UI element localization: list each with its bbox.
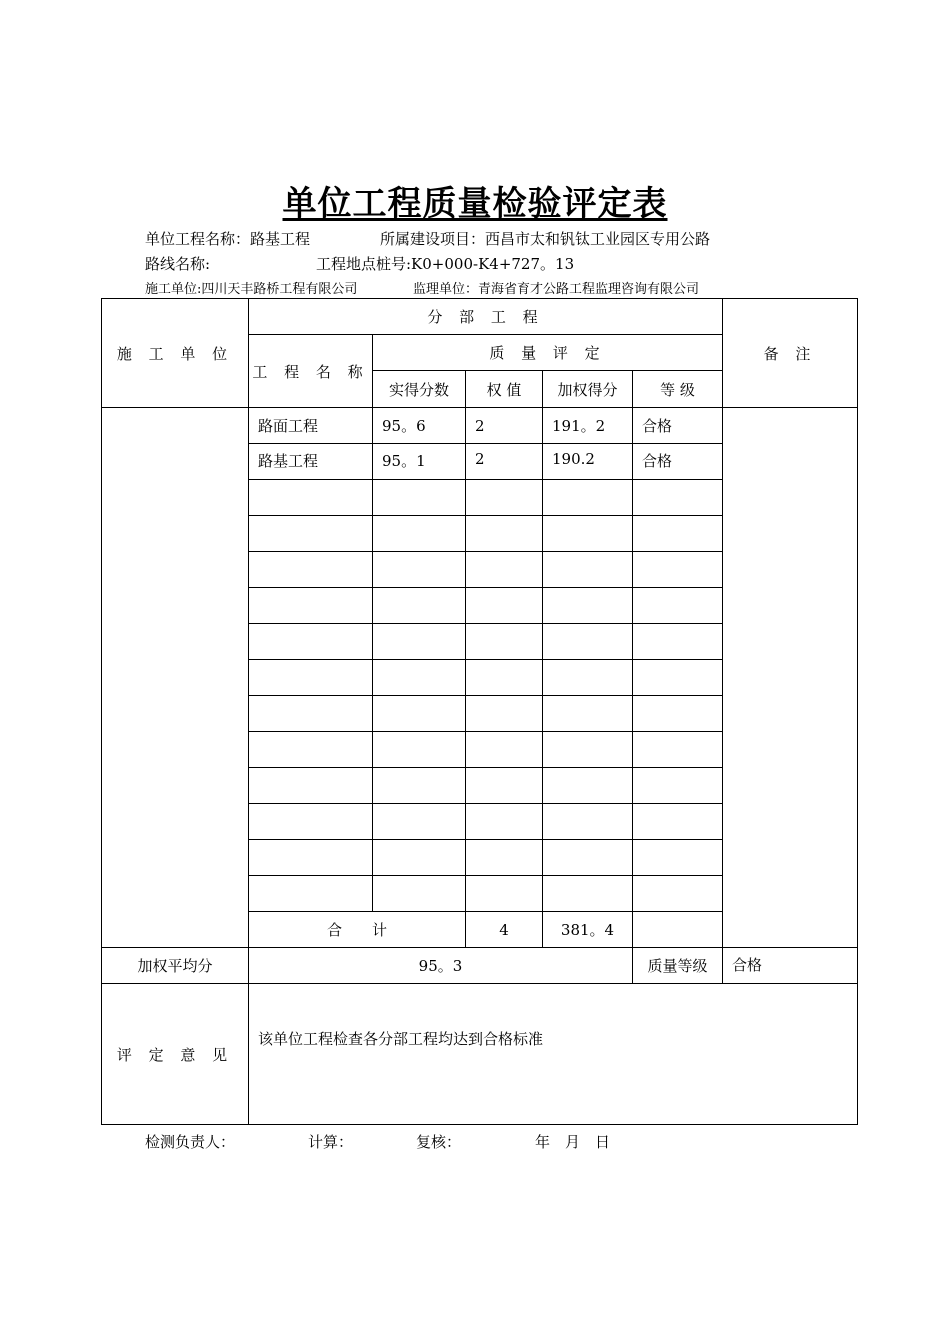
route-name: 路线名称: [145,255,211,273]
inspector-label: 检测负责人： [145,1133,236,1151]
row-score: 95。6 [373,408,466,444]
total-grade-cell [633,912,723,948]
construction-item: 所属建设项目：西昌市太和钒钛工业园区专用公路 [380,230,711,248]
row-grade: 合格 [633,444,723,480]
row-name: 路基工程 [249,444,373,480]
weight-header: 权 值 [466,371,543,408]
row-score: 95。1 [373,444,466,480]
row-name: 路面工程 [249,408,373,444]
quality-grade-value: 合格 [723,948,858,984]
date-label: 年 月 日 [535,1133,611,1151]
sub-project-header: 分 部 工 程 [249,299,723,335]
construction-unit: 施工单位:四川天丰路桥工程有限公司 [145,282,358,297]
stake-number: 工程地点桩号:K0+000-K4+727。13 [316,255,575,273]
table-row [102,408,858,444]
total-weight: 4 [466,912,543,948]
remarks-header: 备 注 [723,299,858,408]
weighted-score-header: 加权得分 [543,371,633,408]
calculator-label: 计算： [308,1133,354,1151]
row-grade: 合格 [633,408,723,444]
row-weight: 2 [466,444,543,480]
opinion-label: 评 定 意 见 [102,984,249,1125]
opinion-row [102,984,858,1125]
weighted-avg-value: 95。3 [249,948,633,984]
supervision-unit: 监理单位：青海省育才公路工程监理咨询有限公司 [413,282,700,297]
quality-grade-label: 质量等级 [633,948,723,984]
weighted-avg-label: 加权平均分 [102,948,249,984]
remarks-cell [723,408,858,948]
grade-header: 等 级 [633,371,723,408]
project-name-header: 工 程 名 称 [249,335,373,408]
weighted-average-row [102,948,858,984]
construction-unit-cell [102,408,249,948]
opinion-text: 该单位工程检查各分部工程均达到合格标准 [249,984,858,1125]
total-label: 合 计 [249,912,466,948]
quality-eval-header: 质 量 评 定 [373,335,723,371]
reviewer-label: 复核： [416,1133,462,1151]
row-weighted: 191。2 [543,408,633,444]
score-header: 实得分数 [373,371,466,408]
row-weighted: 190.2 [543,444,633,480]
unit-project-name: 单位工程名称：路基工程 [145,230,311,248]
total-weighted: 381。4 [543,912,633,948]
page-title: 单位工程质量检验评定表 [282,184,668,224]
evaluation-table [101,298,858,1125]
row-weight: 2 [466,408,543,444]
construction-unit-header: 施 工 单 位 [102,299,249,408]
